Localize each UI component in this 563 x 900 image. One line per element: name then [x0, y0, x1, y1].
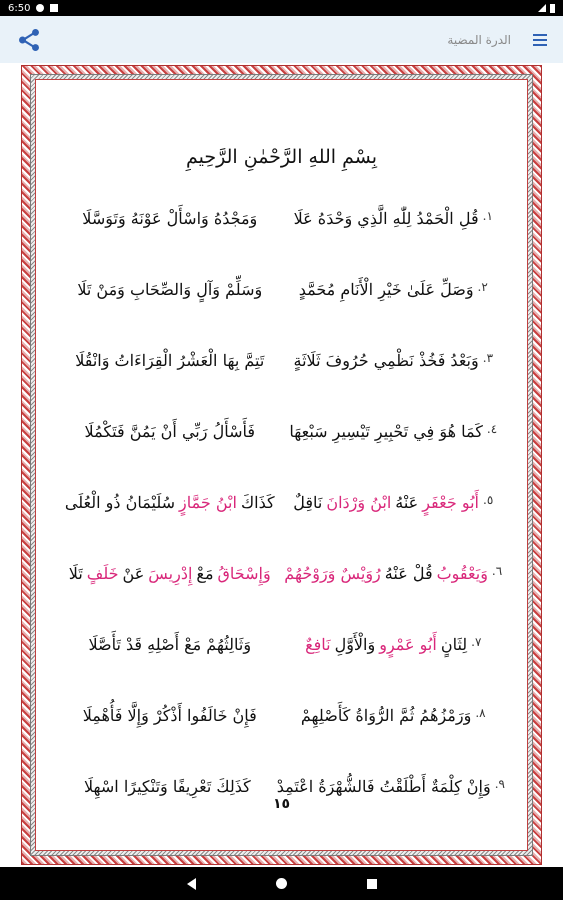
verse-text: وَالْأَوَّلِ	[334, 634, 376, 654]
status-bar	[0, 0, 563, 16]
verse-text: تَلَا	[68, 563, 83, 583]
verse-text: تَتِمَّ بِهَا الْعَشْرُ الْقِرَاءَاتُ وَانْقُلَا	[75, 350, 265, 370]
verse-number: ٨.	[475, 705, 486, 720]
reader-name: وَإِسْحَاقُ	[217, 563, 271, 583]
verse-second-hemistich	[58, 564, 282, 583]
status-left	[8, 3, 58, 14]
app-title: الدرة المضية	[447, 32, 511, 47]
verse-number: ٣.	[482, 350, 494, 365]
battery-icon	[550, 4, 555, 13]
verse-second-hemistich	[58, 493, 282, 512]
app-title-wrap	[447, 33, 547, 47]
verse-number: ٧.	[471, 634, 482, 649]
verse-text: وَسَلِّمْ وَآلٍ وَالصِّحَابِ وَمَنْ تَلَا	[77, 279, 263, 299]
status-right	[538, 4, 555, 13]
verse-line	[58, 411, 505, 451]
inner-border	[30, 74, 533, 856]
verse-first-hemistich	[277, 777, 505, 796]
verse-text: فَإِنْ خَالَفُوا أَذْكُرْ وَإِلَّا فَأُهْمِلَا	[82, 705, 257, 725]
verse-second-hemistich	[58, 422, 282, 441]
reader-name: أَبُو جَعْفَرٍ	[422, 492, 479, 512]
verse-number: ٩.	[494, 776, 505, 791]
verse-text: قُلْ عَنْهُ	[384, 563, 433, 583]
navigation-bar	[0, 867, 563, 900]
verse-text: نَاقِلٌ	[293, 492, 323, 512]
basmala: بِسْمِ اللهِ الرَّحْمٰنِ الرَّحِيمِ	[186, 146, 377, 168]
verse-text: وَبَعْدُ فَخُذْ نَظْمِي حُرُوفَ ثَلَاثَةٍ	[293, 350, 479, 370]
verse-text: كَذَاكَ	[240, 492, 275, 512]
reader-name: ابْنُ وَرْدَانَ	[326, 492, 392, 512]
verse-first-hemistich	[282, 422, 506, 441]
verse-line	[58, 340, 505, 380]
verse-text: وَإِنْ كِلْمَةٌ أَطْلَقْتُ فَالشُّهْرَةُ اعْتَمِدْ	[276, 776, 491, 796]
verse-line	[58, 695, 505, 735]
verse-text: وَرَمْزُهُمُ ثُمَّ الرُّوَاةُ كَأَصْلِهِمْ	[300, 705, 472, 725]
signal-icon	[538, 4, 546, 12]
verse-number: ١.	[482, 208, 493, 223]
verse-first-hemistich	[282, 280, 506, 299]
reader-name: ابْنُ جَمَّازٍ	[179, 492, 237, 512]
page-number: ١٥	[272, 796, 291, 812]
verse-line	[58, 269, 505, 309]
page-content	[35, 79, 528, 851]
app-notification-icon	[50, 4, 58, 12]
verse-text: وَصَلِّ عَلَىٰ خَيْرِ الْأَنَامِ مُحَمَّدٍ	[298, 279, 474, 299]
reader-name: أَبُو عَمْرٍو	[379, 634, 437, 654]
verse-text: قُلِ الْحَمْدُ لِلّٰهِ الَّذِي وَحْدَهُ عَلَا	[293, 208, 479, 228]
reader-name: رُوَيْسٌ وَرَوْحُهُمْ	[284, 563, 381, 583]
verse-second-hemistich	[58, 635, 282, 654]
verse-line	[58, 482, 505, 522]
verse-text: مَعْ	[196, 563, 214, 583]
verse-number: ٦.	[491, 563, 503, 578]
verse-text: فَأَسْأَلُ رَبِّي أَنْ يَمُنَّ فَتَكْمُلَا	[84, 421, 255, 441]
home-icon[interactable]	[276, 878, 287, 889]
verse-number: ٢.	[477, 279, 488, 294]
verse-first-hemistich	[282, 635, 506, 654]
share-icon[interactable]	[16, 27, 42, 53]
verse-first-hemistich	[282, 706, 506, 725]
app-bar	[0, 16, 563, 63]
verse-text: وَثَالِثُهُمْ مَعْ أَصْلِهِ قَدْ تَأَصَّلَا	[88, 634, 252, 654]
verse-number: ٤.	[486, 421, 498, 436]
verse-text: سُلَيْمَانُ ذُو الْعُلَى	[64, 492, 176, 512]
verse-first-hemistich	[282, 564, 506, 583]
verse-second-hemistich	[58, 280, 282, 299]
verse-line	[58, 198, 505, 238]
verse-line	[58, 553, 505, 593]
ornamental-border	[21, 65, 542, 865]
reader-name: إِدْرِيسَ	[148, 563, 193, 583]
verse-text: عَنْهُ	[395, 492, 419, 512]
verse-text: كَذَلِكَ تَعْرِيفًا وَتَنْكِيرًا اسْهِلَا	[83, 776, 251, 796]
back-icon[interactable]	[187, 878, 196, 890]
verse-first-hemistich	[282, 351, 506, 370]
verse-second-hemistich	[58, 777, 277, 796]
verse-first-hemistich	[282, 493, 506, 512]
verse-first-hemistich	[282, 209, 506, 228]
verse-text: وَمَجْدُهُ وَاسْأَلْ عَوْنَهُ وَتَوَسَّلَا	[82, 208, 258, 228]
reader-name: نَافِعٌ	[305, 634, 331, 654]
verse-second-hemistich	[58, 706, 282, 725]
verse-second-hemistich	[58, 209, 282, 228]
verse-second-hemistich	[58, 351, 282, 370]
verse-text: كَمَا هُوَ فِي تَحْبِيرِ تَيْسِيرِ سَبْعِهَا	[289, 421, 483, 441]
reader-name: وَيَعْقُوبُ	[436, 563, 488, 583]
hamburger-menu-icon[interactable]	[533, 34, 547, 46]
notification-icon	[36, 4, 44, 12]
verse-number: ٥.	[483, 492, 494, 507]
book-page	[0, 63, 563, 867]
verse-text: لِثَانٍ	[440, 634, 468, 654]
status-time: 6:50	[8, 2, 31, 14]
verse-text: عَنْ	[122, 563, 145, 583]
recent-apps-icon[interactable]	[367, 879, 377, 889]
verse-line	[58, 624, 505, 664]
reader-name: خَلَفٍ	[86, 563, 119, 583]
